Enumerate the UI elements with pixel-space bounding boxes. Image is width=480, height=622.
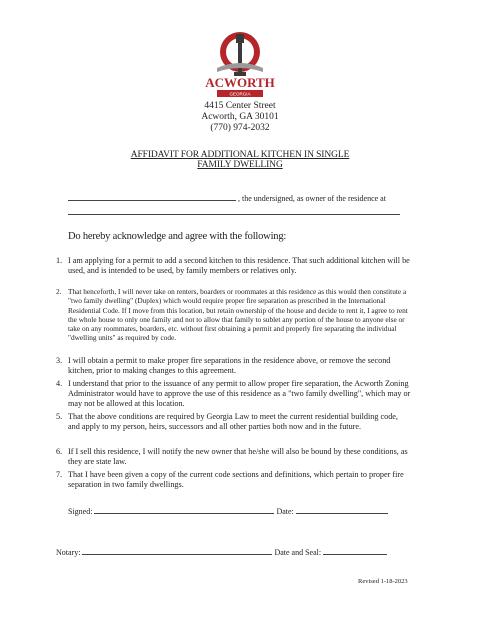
document-title: AFFIDAVIT FOR ADDITIONAL KITCHEN IN SINGLE FAMILY DWELLING	[130, 150, 350, 170]
date-field[interactable]	[296, 505, 388, 514]
logo-subtext: GEORGIA	[229, 91, 251, 97]
item-text: I am applying for a permit to add a second kitchen to this residence. That such additional kitchen will be used, and is intended to be used, by family members or relatives only.	[68, 256, 410, 275]
notary-line	[56, 546, 387, 557]
notary-label: Notary:	[56, 548, 81, 557]
item-number: 4.	[56, 379, 63, 388]
date-label: Date:	[276, 507, 294, 516]
item-number: 7.	[56, 470, 63, 479]
list-item	[56, 447, 411, 467]
item-text: I will obtain a permit to make proper fire separations in the residence above, or remove the second kitchen, prior to making changes to this agreement.	[68, 356, 391, 375]
list-item	[56, 256, 411, 276]
list-item	[56, 412, 411, 432]
owner-name-field[interactable]	[68, 192, 236, 201]
item-text: That henceforth, I will never take on renters, boarders or roommates at this residence as this would then constitute a "two family dwelling" (Duplex) which would require proper fire separation as prescribed in the International Residential Code. If I move from this location, but retain ownership of the house and decide to rent it, I agree to rent the whole house to only one family and not to allow that family to sublet any portion of the house to anyone else or take on any roommates, boarders, etc. without first obtaining a permit and properly fire separating the individual "dwelling units" as required by code.	[68, 287, 408, 343]
list-item	[56, 470, 411, 490]
item-number: 5.	[56, 412, 63, 421]
item-text: I understand that prior to the issuance of any permit to allow proper fire separation, the Acworth Zoning Administrator would have to approve the use of this residence as a "two family dwelling", which may or may not be allowed at this location.	[68, 379, 411, 408]
owner-name-line	[68, 192, 408, 203]
list-item	[56, 287, 411, 343]
address-phone: (770) 974-2032	[210, 123, 270, 133]
notary-field[interactable]	[82, 546, 272, 555]
residence-address-field[interactable]	[68, 214, 400, 215]
signed-label: Signed:	[68, 507, 93, 516]
acworth-logo	[205, 28, 275, 106]
address-city: Acworth, GA 30101	[201, 112, 279, 122]
date-seal-label: Date and Seal:	[274, 548, 322, 557]
list-item	[56, 379, 411, 409]
signature-line	[68, 505, 388, 516]
address-street: 4415 Center Street	[204, 101, 276, 111]
item-number: 6.	[56, 447, 63, 456]
logo-text: ACWORTH	[205, 75, 275, 90]
item-text: That I have been given a copy of the current code sections and definitions, which pertain to proper fire separation in two family dwellings.	[68, 470, 404, 489]
item-number: 3.	[56, 356, 63, 365]
item-number: 2.	[56, 287, 62, 296]
date-seal-field[interactable]	[323, 546, 387, 555]
list-item	[56, 356, 411, 376]
signature-field[interactable]	[94, 505, 274, 514]
revised-date: Revised 1-18-2023	[358, 578, 408, 585]
undersigned-text: , the undersigned, as owner of the residence at	[238, 194, 386, 203]
item-text: If I sell this residence, I will notify the new owner that he/she will also be bound by these conditions, as they are state law.	[68, 447, 408, 466]
item-number: 1.	[56, 256, 63, 265]
acknowledge-heading: Do hereby acknowledge and agree with the following:	[68, 231, 287, 242]
item-text: That the above conditions are required by Georgia Law to meet the current residential building code, and apply to my person, heirs, successors and all other parties both now and in the future.	[68, 412, 398, 431]
